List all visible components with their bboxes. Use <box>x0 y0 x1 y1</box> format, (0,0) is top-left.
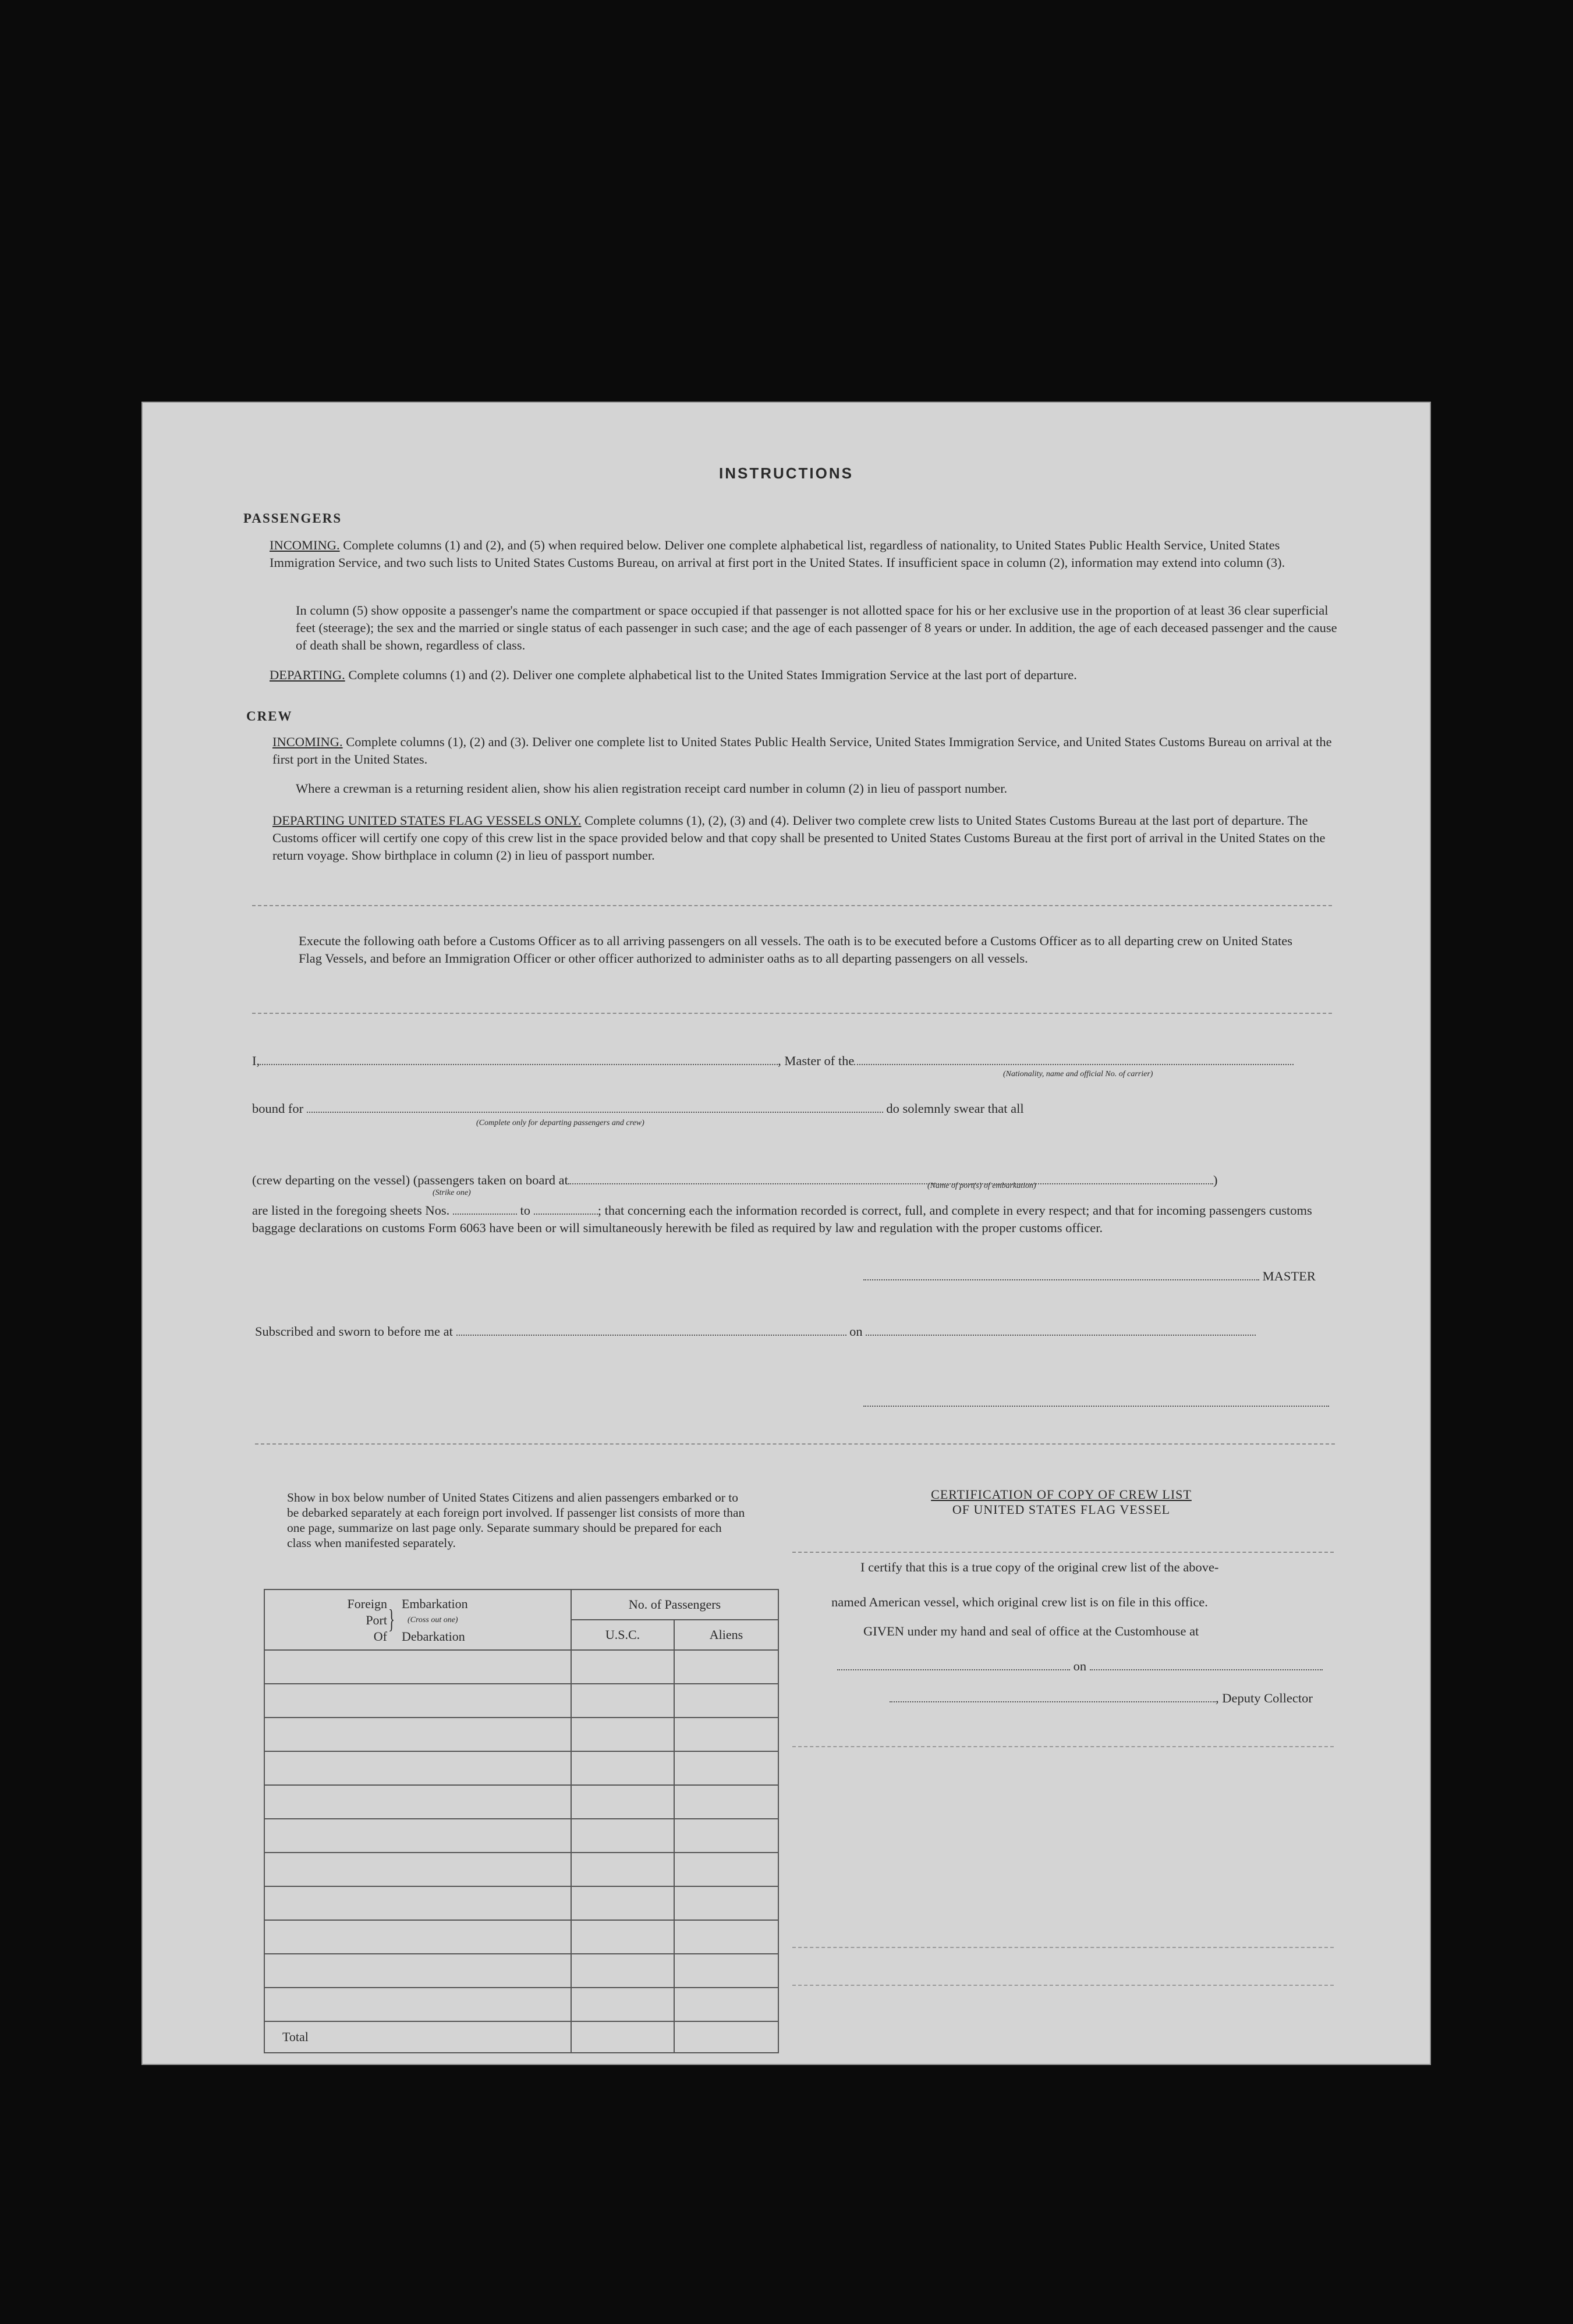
page-title: INSTRUCTIONS <box>719 464 853 482</box>
usc-cell[interactable] <box>571 1684 674 1718</box>
usc-cell[interactable] <box>571 1853 674 1886</box>
oath-master-of-label: , Master of the <box>778 1053 855 1068</box>
passengers-departing-text: Complete columns (1) and (2). Deliver one complete alphabetical list to the United States Immigration Service at the last port of departure. <box>348 668 1077 682</box>
oath-bound-line <box>252 1101 1024 1116</box>
crew-incoming <box>272 733 1347 768</box>
customhouse-field[interactable] <box>837 1669 1070 1670</box>
port-cell[interactable] <box>264 1954 571 1988</box>
crew-resident: Where a crewman is a returning resident alien, show his alien registration receipt card number in column (2) in lieu of passport number. <box>296 781 1008 796</box>
port-cell[interactable] <box>264 1853 571 1886</box>
subscribed-on-label: on <box>849 1324 863 1339</box>
crew-departing-label: (crew departing on the vessel) (passengers taken on board at <box>252 1173 568 1187</box>
port-cell[interactable] <box>264 1920 571 1954</box>
foreign-label: Foreign <box>347 1596 387 1611</box>
close-paren: ) <box>1213 1173 1218 1187</box>
table-row <box>264 1718 778 1751</box>
crew-departing <box>272 812 1347 864</box>
certification-on-label: on <box>1073 1659 1087 1673</box>
passenger-summary-table <box>264 1589 779 2053</box>
total-label: Total <box>264 2021 571 2053</box>
table-row <box>264 1684 778 1718</box>
deputy-collector-label: , Deputy Collector <box>1216 1691 1313 1705</box>
usc-cell[interactable] <box>571 1785 674 1819</box>
deputy-collector-signature-field[interactable] <box>890 1701 1216 1702</box>
nationality-note: (Nationality, name and official No. of carrier) <box>1003 1070 1153 1078</box>
oath-certify-paragraph <box>252 1202 1332 1237</box>
embarkation-label: Embarkation <box>402 1596 468 1611</box>
table-row <box>264 1650 778 1684</box>
master-signature-field[interactable] <box>863 1279 1259 1280</box>
certification-given: GIVEN under my hand and seal of office at the Customhouse at <box>863 1624 1199 1638</box>
passengers-heading: PASSENGERS <box>243 511 342 526</box>
certification-place-line <box>837 1659 1323 1674</box>
divider <box>252 1013 1332 1014</box>
aliens-cell[interactable] <box>674 1886 778 1920</box>
table-row <box>264 1886 778 1920</box>
port-cell[interactable] <box>264 1718 571 1751</box>
sheet-to-field[interactable] <box>534 1214 598 1215</box>
aliens-cell[interactable] <box>674 1751 778 1785</box>
port-cell[interactable] <box>264 1988 571 2021</box>
subscribed-label: Subscribed and sworn to before me at <box>255 1324 453 1339</box>
aliens-cell[interactable] <box>674 1718 778 1751</box>
master-signature-line <box>863 1269 1316 1284</box>
certification-heading-line2: OF UNITED STATES FLAG VESSEL <box>952 1502 1171 1517</box>
aliens-cell[interactable] <box>674 1819 778 1853</box>
certification-date-field[interactable] <box>1090 1669 1323 1670</box>
crew-heading: CREW <box>246 709 293 723</box>
usc-cell[interactable] <box>571 1718 674 1751</box>
port-cell[interactable] <box>264 1886 571 1920</box>
table-row <box>264 1920 778 1954</box>
usc-header: U.S.C. <box>571 1620 674 1650</box>
passengers-departing-label: DEPARTING. <box>270 668 345 682</box>
crew-departing-text: Complete columns (1), (2), (3) and (4). Deliver two complete crew lists to United States Customs Bureau at the last port of departure. The Customs officer will certify one copy of this crew list in the space provided below and that copy shall be presented to United States Customs Bureau at the first port of arrival in the United States on the return voyage. Show birthplace in column (2) in lieu of passport number. <box>272 813 1326 863</box>
bound-for-field[interactable] <box>307 1112 883 1113</box>
divider <box>252 905 1332 906</box>
master-label: MASTER <box>1262 1269 1316 1283</box>
usc-cell[interactable] <box>571 1751 674 1785</box>
port-label: Port <box>366 1613 387 1627</box>
usc-cell[interactable] <box>571 1819 674 1853</box>
to-label: to <box>520 1203 531 1218</box>
usc-cell[interactable] <box>571 1954 674 1988</box>
certification-text-line1: I certify that this is a true copy of the original crew list of the above- <box>860 1560 1219 1574</box>
no-of-passengers-header: No. of Passengers <box>571 1589 778 1620</box>
certification-heading <box>799 1487 1323 1517</box>
passengers-incoming <box>270 537 1347 572</box>
oath-i-label: I, <box>252 1053 260 1068</box>
oath-master-line <box>252 1053 1341 1069</box>
port-cell[interactable] <box>264 1785 571 1819</box>
listed-in-label: are listed in the foregoing sheets Nos. <box>252 1203 450 1218</box>
aliens-cell[interactable] <box>674 1920 778 1954</box>
port-cell[interactable] <box>264 1819 571 1853</box>
divider <box>792 1746 1334 1747</box>
crew-incoming-label: INCOMING. <box>272 735 343 749</box>
table-row <box>264 1785 778 1819</box>
usc-cell[interactable] <box>571 1988 674 2021</box>
sheet-from-field[interactable] <box>453 1214 517 1215</box>
deputy-collector-line <box>890 1691 1313 1706</box>
oath-instructions: Execute the following oath before a Customs Officer as to all arriving passengers on all vessels. The oath is to be executed before a Customs Officer as to all departing crew on United States Flag Vessels, and before an Immigration Officer or other officer authorized to administer oaths as to all departing passengers on all vessels. <box>299 934 1293 966</box>
brace-icon: } <box>388 1604 395 1634</box>
port-header-cell <box>264 1589 571 1650</box>
aliens-cell[interactable] <box>674 1785 778 1819</box>
embarkation-ports-field[interactable] <box>568 1183 1213 1184</box>
divider <box>255 1443 1335 1445</box>
usc-total-cell[interactable] <box>571 2021 674 2053</box>
usc-cell[interactable] <box>571 1886 674 1920</box>
table-row <box>264 1853 778 1886</box>
subscribed-line <box>255 1324 1256 1339</box>
certify-text: ; that concerning each the information recorded is correct, full, and complete in every respect; and that for incoming passengers customs baggage declarations on customs Form 6063 have been or will simultaneously herewith be filed as required by law and regulation with the proper customs officer. <box>252 1203 1312 1235</box>
document-page <box>141 402 1431 2065</box>
divider <box>792 1552 1334 1553</box>
solemnly-swear-label: do solemnly swear that all <box>886 1101 1024 1116</box>
bound-for-label: bound for <box>252 1101 304 1116</box>
passengers-incoming-text: Complete columns (1) and (2), and (5) when required below. Deliver one complete alphabetical list, regardless of nationality, to United States Public Health Service, United States Immigration Service, and two such lists to United States Customs Bureau, on arrival at first port in the United States. If insufficient space in column (2), information may extend into column (3). <box>270 538 1285 570</box>
port-cell[interactable] <box>264 1650 571 1684</box>
divider <box>792 1947 1334 1948</box>
crew-incoming-text: Complete columns (1), (2) and (3). Deliver one complete list to United States Public Health Service, United States Immigration Service, and United States Customs Bureau on arrival at the first port in the United States. <box>272 735 1332 767</box>
strike-one-note: (Strike one) <box>433 1188 471 1197</box>
of-label: Of <box>373 1629 387 1644</box>
aliens-cell[interactable] <box>674 1988 778 2021</box>
debarkation-label: Debarkation <box>402 1629 465 1644</box>
table-row <box>264 1751 778 1785</box>
aliens-cell[interactable] <box>674 1853 778 1886</box>
port-cell[interactable] <box>264 1751 571 1785</box>
aliens-header: Aliens <box>674 1620 778 1650</box>
ports-note: (Name of port(s) of embarkation) <box>927 1181 1036 1190</box>
crew-departing-label: DEPARTING UNITED STATES FLAG VESSELS ONLY. <box>272 813 582 828</box>
summary-instructions: Show in box below number of United States Citizens and alien passengers embarked or to be debarked separately at each foreign port involved. If passenger list consists of more than one page, summarize on last page only. Separate summary should be prepared for each class when manifested separately. <box>287 1491 745 1550</box>
aliens-cell[interactable] <box>674 1650 778 1684</box>
complete-only-note: (Complete only for departing passengers and crew) <box>476 1119 644 1127</box>
passengers-column5: In column (5) show opposite a passenger's name the compartment or space occupied if that passenger is not allotted space for his or her exclusive use in the proportion of at least 36 clear superficial feet (steerage); the sex and the married or single status of each passenger in such case; and the age of each passenger of 8 years or under. In addition, the age of each deceased passenger and the cause of death shall be shown, regardless of class. <box>296 603 1337 652</box>
subscribed-place-field[interactable] <box>456 1335 846 1336</box>
divider <box>792 1985 1334 1986</box>
master-name-field[interactable] <box>260 1064 778 1065</box>
usc-cell[interactable] <box>571 1650 674 1684</box>
subscribed-date-field[interactable] <box>866 1335 1256 1336</box>
port-cell[interactable] <box>264 1684 571 1718</box>
usc-cell[interactable] <box>571 1920 674 1954</box>
officer-signature-field[interactable] <box>863 1406 1329 1407</box>
passengers-departing <box>270 666 1347 684</box>
table-row <box>264 1954 778 1988</box>
cross-out-note: (Cross out one) <box>408 1616 458 1624</box>
certification-text-line2: named American vessel, which original crew list is on file in this office. <box>831 1595 1208 1609</box>
certification-heading-line1: CERTIFICATION OF COPY OF CREW LIST <box>931 1487 1192 1502</box>
table-row <box>264 1988 778 2021</box>
oath-crew-line <box>252 1173 1217 1188</box>
aliens-cell[interactable] <box>674 1954 778 1988</box>
vessel-field[interactable] <box>854 1064 1294 1065</box>
aliens-total-cell[interactable] <box>674 2021 778 2053</box>
total-row <box>264 2021 778 2053</box>
table-row <box>264 1819 778 1853</box>
aliens-cell[interactable] <box>674 1684 778 1718</box>
passengers-incoming-label: INCOMING. <box>270 538 340 552</box>
